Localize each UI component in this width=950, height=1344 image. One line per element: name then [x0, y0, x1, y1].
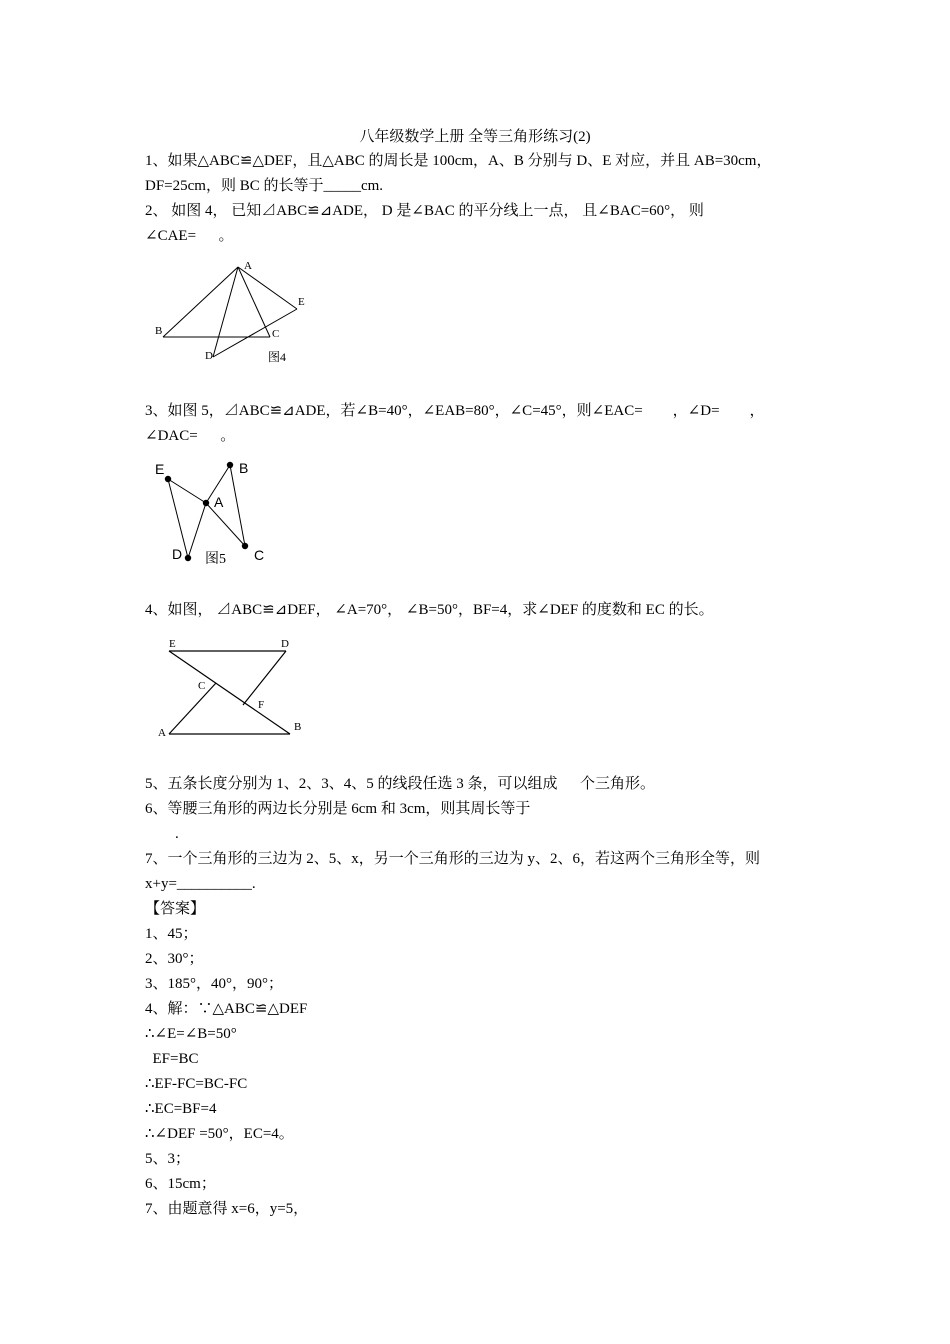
- question-6-line-2: .: [145, 826, 179, 842]
- question-7-line-2: x+y=__________.: [145, 876, 256, 892]
- fig5-label-A: A: [214, 494, 224, 510]
- answers-header: 【答案】: [145, 901, 206, 917]
- fig4-label-E: E: [298, 296, 305, 308]
- question-7-line-1: 7、一个三角形的三边为 2、5、x，另一个三角形的三边为 y、2、6，若这两个三角形全等，则: [145, 851, 761, 867]
- answer-6: 6、15cm；: [145, 1176, 216, 1192]
- fig6-segment-DF: [243, 651, 286, 705]
- page-title: 八年级数学上册 全等三角形练习(2): [359, 129, 591, 145]
- question-3-line-1: 3、如图 5，⊿ABC≌⊿ADE，若∠B=40°，∠EAB=80°，∠C=45°，则∠EAC= ，∠D= ，: [145, 403, 765, 419]
- answer-7: 7、由题意得 x=6，y=5，: [145, 1201, 309, 1217]
- fig4-caption: 图4: [268, 350, 287, 364]
- fig5-label-C: C: [254, 547, 265, 563]
- fig6-segment-EB: [169, 651, 290, 734]
- fig5-caption: 图5: [205, 552, 226, 567]
- fig6-label-D: D: [281, 638, 289, 650]
- answer-5: 5、3；: [145, 1151, 191, 1167]
- fig5-label-D: D: [172, 546, 183, 562]
- fig5-label-E: E: [155, 461, 165, 477]
- answer-4-line-3: EF=BC: [145, 1051, 199, 1067]
- fig6-segment-AC: [169, 683, 216, 734]
- fig6-label-A: A: [158, 727, 166, 739]
- answer-3: 3、185°，40°，90°；: [145, 976, 283, 992]
- answer-4-line-5: ∴EC=BF=4: [145, 1101, 217, 1117]
- answer-4-line-6: ∴∠DEF =50°，EC=4。: [145, 1126, 294, 1142]
- answer-2: 2、30°；: [145, 951, 204, 967]
- fig4-label-A: A: [244, 260, 252, 272]
- fig4-label-D: D: [205, 350, 213, 362]
- question-5-line-1: 5、五条长度分别为 1、2、3、4、5 的线段任选 3 条，可以组成 个三角形。: [145, 776, 656, 792]
- answer-4-line-1: 4、解：∵△ABC≌△DEF: [145, 1001, 308, 1017]
- fig6-label-B: B: [294, 721, 302, 733]
- fig6-label-E: E: [169, 638, 176, 650]
- fig5-label-B: B: [239, 460, 249, 476]
- fig4-label-B: B: [155, 325, 163, 337]
- answer-4-line-2: ∴∠E=∠B=50°: [145, 1026, 237, 1042]
- question-6-line-1: 6、等腰三角形的两边长分别是 6cm 和 3cm，则其周长等于: [145, 801, 531, 817]
- fig6-label-C: C: [198, 680, 206, 692]
- question-1-line-2: DF=25cm，则 BC 的长等于_____cm.: [145, 178, 384, 194]
- question-2-line-2: ∠CAE= 。: [145, 228, 234, 244]
- answer-1: 1、45；: [145, 926, 198, 942]
- answer-4-line-4: ∴EF-FC=BC-FC: [145, 1076, 248, 1092]
- question-4-line-1: 4、如图， ⊿ABC≌⊿DEF， ∠A=70°， ∠B=50°，BF=4，求∠DEF 的度数和 EC 的长。: [145, 602, 714, 618]
- fig4-label-C: C: [272, 328, 280, 340]
- question-3-line-2: ∠DAC= 。: [145, 428, 236, 444]
- fig6-label-F: F: [258, 699, 265, 711]
- question-2-line-1: 2、 如图 4， 已知⊿ABC≌⊿ADE， D 是∠BAC 的平分线上一点， 且∠BAC=60°， 则: [145, 203, 704, 219]
- question-1-line-1: 1、如果△ABC≌△DEF，且△ABC 的周长是 100cm，A、B 分别与 D、E 对应，并且 AB=30cm，: [145, 153, 772, 169]
